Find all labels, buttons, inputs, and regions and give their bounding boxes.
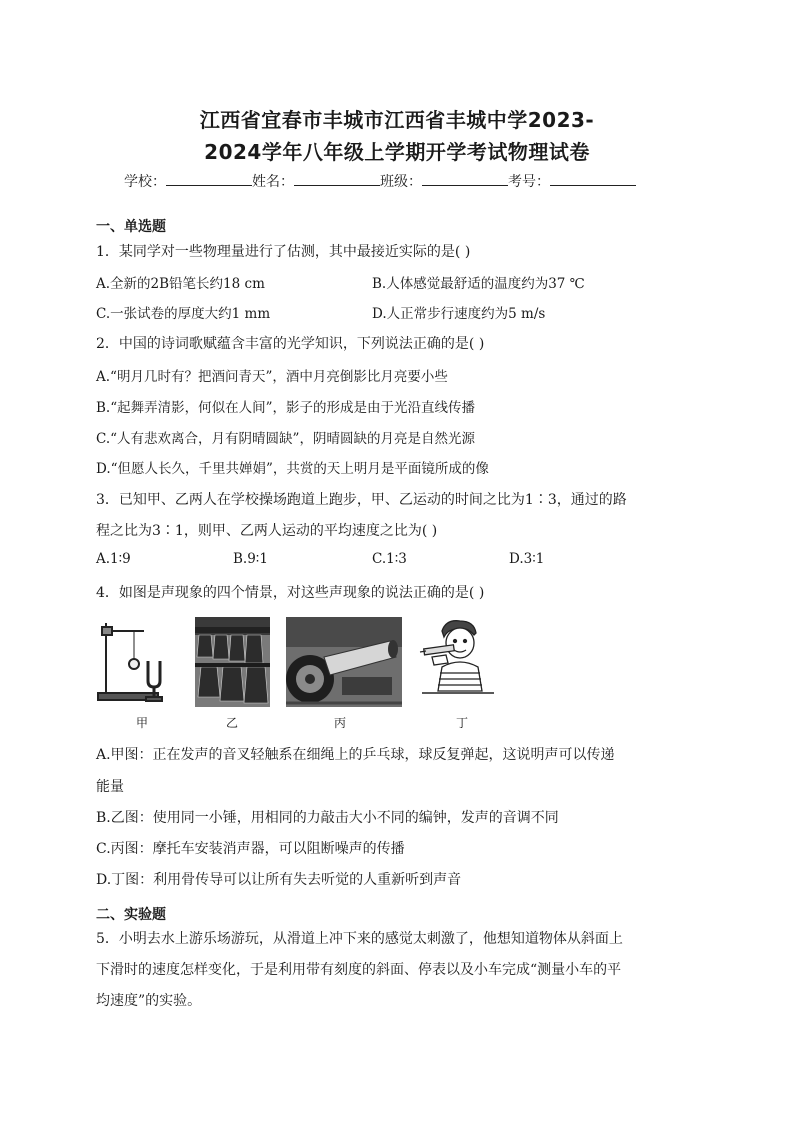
name-blank[interactable] <box>294 173 380 186</box>
question-5-line1: 5．小明去水上游乐场游玩，从滑道上冲下来的感觉太刺激了，他想知道物体从斜面上 <box>96 931 623 947</box>
question-4-option-c: C.丙图：摩托车安装消声器，可以阻断噪声的传播 <box>96 841 405 857</box>
question-2-option-a: A.“明月几时有？把酒问青天”，酒中月亮倒影比月亮要小些 <box>96 369 448 385</box>
exam-no-label: 考号： <box>508 174 550 190</box>
question-2-stem: 2．中国的诗词歌赋蕴含丰富的光学知识，下列说法正确的是( ) <box>96 336 485 352</box>
question-4-option-b: B.乙图：使用同一小锤，用相同的力敲击大小不同的编钟，发声的音调不同 <box>96 810 559 826</box>
class-blank[interactable] <box>422 173 508 186</box>
exam-no-blank[interactable] <box>550 173 636 186</box>
question-4-option-d: D.丁图：利用骨传导可以让所有失去听觉的人重新听到声音 <box>96 872 462 888</box>
figure-caption-jia: 甲 <box>136 716 149 730</box>
question-2-option-b: B.“起舞弄清影，何似在人间”，影子的形成是由于光沿直线传播 <box>96 400 476 416</box>
question-1-option-b: B.人体感觉最舒适的温度约为37 ℃ <box>372 276 585 292</box>
question-3-stem-line2: 程之比为3∶1，则甲、乙两人运动的平均速度之比为( ) <box>96 523 438 539</box>
question-1-stem: 1．某同学对一些物理量进行了估测，其中最接近实际的是( ) <box>96 244 471 260</box>
student-info-row <box>124 171 636 191</box>
school-blank[interactable] <box>166 173 252 186</box>
exam-title-line2: 2024学年八年级上学期开学考试物理试卷 <box>204 140 590 164</box>
question-4-stem: 4．如图是声现象的四个情景，对这些声现象的说法正确的是( ) <box>96 585 485 601</box>
question-1-option-c: C.一张试卷的厚度大约1 mm <box>96 306 271 322</box>
question-2-option-c: C.“人有悲欢离合，月有阴晴圆缺”，阴晴圆缺的月亮是自然光源 <box>96 431 475 447</box>
figure-caption-bing: 丙 <box>334 716 347 730</box>
question-3-option-c: C.1∶3 <box>372 551 407 567</box>
class-label: 班级： <box>380 174 422 190</box>
question-5-line3: 均速度”的实验。 <box>96 993 202 1009</box>
question-1-option-a: A.全新的2B铅笔长约18 cm <box>96 276 265 292</box>
bronze-chime-bells-figure <box>195 617 270 707</box>
question-4-option-a-line1: A.甲图：正在发声的音叉轻触系在细绳上的乒乓球，球反复弹起，这说明声可以传递 <box>96 747 615 763</box>
question-1-option-d: D.人正常步行速度约为5 m/s <box>372 306 546 322</box>
question-3-option-b: B.9∶1 <box>233 551 268 567</box>
section-heading-single-choice: 一、单选题 <box>96 219 166 235</box>
question-3-stem-line1: 3．已知甲、乙两人在学校操场跑道上跑步，甲、乙运动的时间之比为1∶3，通过的路 <box>96 492 627 508</box>
exam-title-line1: 江西省宜春市丰城市江西省丰城中学2023- <box>199 108 595 132</box>
question-3-option-a: A.1∶9 <box>96 551 131 567</box>
boy-bone-conduction-figure <box>418 617 498 703</box>
section-heading-experiment: 二、实验题 <box>96 907 166 923</box>
question-3-option-d: D.3∶1 <box>509 551 545 567</box>
school-label: 学校： <box>124 174 166 190</box>
figure-caption-yi: 乙 <box>226 716 239 730</box>
name-label: 姓名： <box>252 174 294 190</box>
question-5-line2: 下滑时的速度怎样变化，于是利用带有刻度的斜面、停表以及小车完成“测量小车的平 <box>96 962 622 978</box>
question-4-option-a-line2: 能量 <box>96 779 124 795</box>
motorcycle-muffler-figure <box>286 617 402 707</box>
tuning-fork-pendulum-figure <box>96 617 182 703</box>
question-2-option-d: D.“但愿人长久，千里共婵娟”，共赏的天上明月是平面镜所成的像 <box>96 461 489 477</box>
figure-caption-ding: 丁 <box>456 716 469 730</box>
